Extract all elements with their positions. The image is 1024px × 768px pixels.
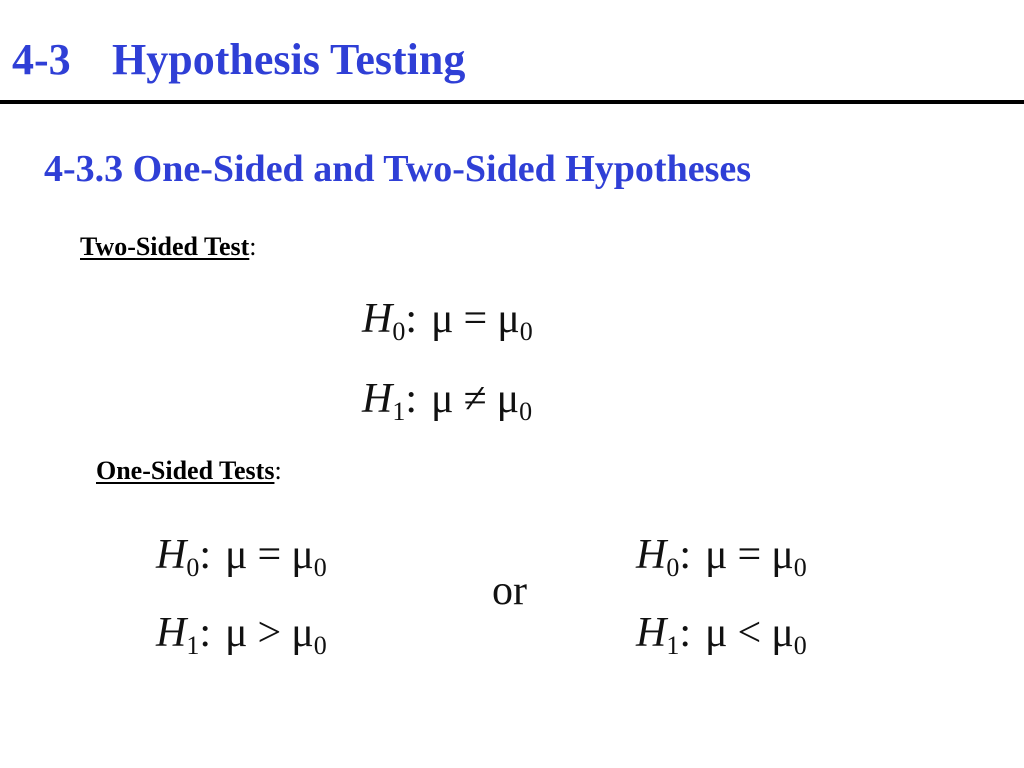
title-divider bbox=[0, 100, 1024, 104]
eq-operator: < bbox=[737, 610, 762, 656]
lower-tailed-null-hypothesis bbox=[636, 534, 807, 581]
eq-subscript: 0 bbox=[666, 553, 680, 582]
upper-tailed-null-hypothesis bbox=[156, 534, 327, 581]
one-sided-label bbox=[96, 458, 282, 484]
eq-mu: μ bbox=[705, 532, 728, 578]
eq-colon: : bbox=[199, 610, 212, 656]
eq-colon: : bbox=[199, 532, 212, 578]
eq-mu0-subscript: 0 bbox=[519, 317, 533, 346]
eq-mu: μ bbox=[431, 296, 454, 342]
or-connector: or bbox=[492, 568, 527, 614]
eq-mu0: μ bbox=[291, 532, 314, 578]
title-text: Hypothesis Testing bbox=[112, 35, 466, 84]
upper-tailed-alternative-hypothesis bbox=[156, 612, 327, 659]
slide-title bbox=[12, 35, 466, 84]
section-number: 4-3 bbox=[12, 35, 71, 84]
eq-colon: : bbox=[405, 376, 418, 422]
eq-mu0-subscript: 0 bbox=[793, 553, 807, 582]
eq-operator: = bbox=[463, 296, 488, 342]
eq-symbol: H bbox=[156, 610, 187, 656]
eq-symbol: H bbox=[636, 532, 667, 578]
two-sided-null-hypothesis bbox=[362, 298, 533, 345]
section-subtitle: 4-3.3 One-Sided and Two-Sided Hypotheses bbox=[44, 148, 752, 190]
eq-mu0-subscript: 0 bbox=[313, 631, 327, 660]
eq-mu0: μ bbox=[496, 376, 520, 422]
eq-subscript: 1 bbox=[186, 631, 200, 660]
eq-mu0: μ bbox=[771, 610, 794, 656]
eq-colon: : bbox=[679, 610, 692, 656]
two-sided-label-text: Two-Sided Test bbox=[80, 232, 250, 261]
eq-mu0: μ bbox=[497, 296, 520, 342]
eq-subscript: 1 bbox=[666, 631, 680, 660]
eq-mu: μ bbox=[225, 610, 248, 656]
two-sided-label-colon: : bbox=[249, 232, 257, 261]
eq-operator: = bbox=[257, 532, 282, 578]
one-sided-label-colon: : bbox=[274, 456, 282, 485]
eq-operator: ≠ bbox=[463, 376, 487, 422]
eq-mu: μ bbox=[225, 532, 248, 578]
eq-mu: μ bbox=[705, 610, 728, 656]
eq-symbol: H bbox=[156, 532, 187, 578]
eq-subscript: 0 bbox=[186, 553, 200, 582]
eq-subscript: 0 bbox=[392, 317, 406, 346]
eq-mu: μ bbox=[431, 376, 454, 422]
two-sided-alternative-hypothesis bbox=[362, 378, 532, 425]
eq-symbol: H bbox=[362, 376, 393, 422]
two-sided-label bbox=[80, 234, 257, 260]
eq-mu0-subscript: 0 bbox=[519, 397, 533, 426]
eq-colon: : bbox=[405, 296, 418, 342]
eq-mu0-subscript: 0 bbox=[313, 553, 327, 582]
eq-mu0: μ bbox=[291, 610, 314, 656]
one-sided-label-text: One-Sided Tests bbox=[96, 456, 275, 485]
eq-colon: : bbox=[679, 532, 692, 578]
lower-tailed-alternative-hypothesis bbox=[636, 612, 807, 659]
eq-mu0: μ bbox=[771, 532, 794, 578]
eq-symbol: H bbox=[362, 296, 393, 342]
eq-mu0-subscript: 0 bbox=[793, 631, 807, 660]
eq-symbol: H bbox=[636, 610, 667, 656]
eq-subscript: 1 bbox=[392, 397, 406, 426]
eq-operator: > bbox=[257, 610, 282, 656]
eq-operator: = bbox=[737, 532, 762, 578]
